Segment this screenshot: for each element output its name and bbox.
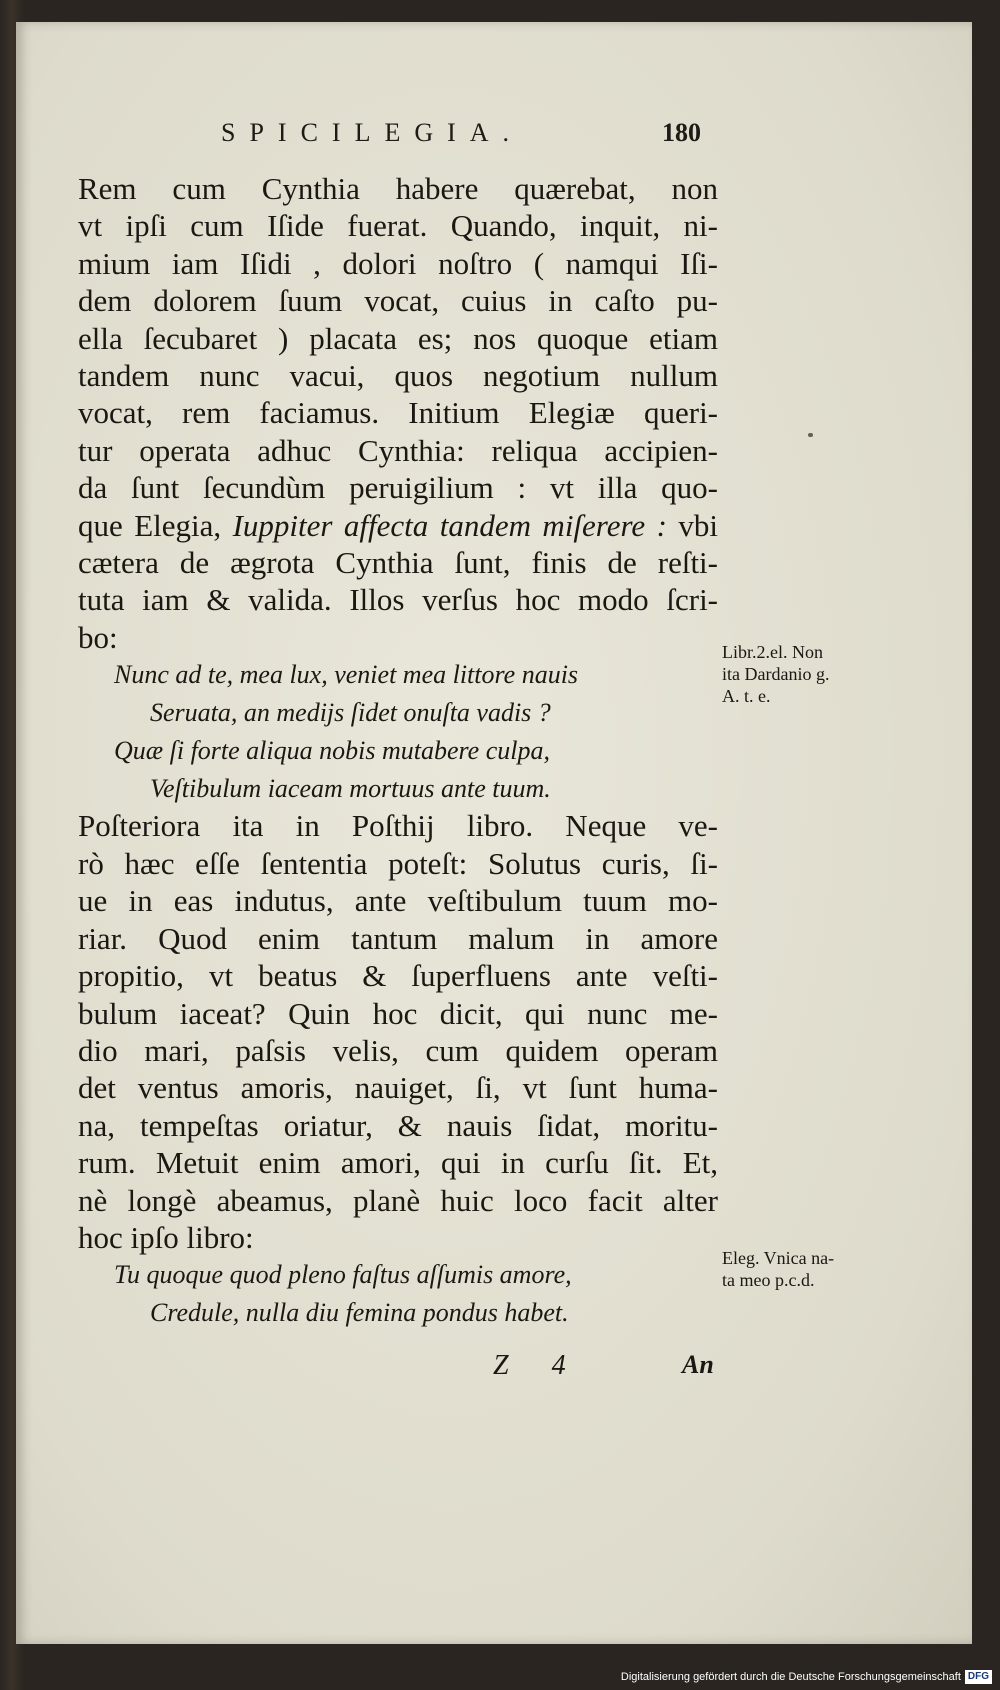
text-line: tandem nunc vacui, quos negotium nullum — [78, 358, 718, 394]
credit-text: Digitalisierung gefördert durch die Deutsche Forschungsgemeinschaft — [620, 1671, 961, 1683]
text-line: dio mari, paſsis velis, cum quidem operam — [78, 1032, 718, 1068]
verse-line: Nunc ad te, mea lux, veniet mea littore nauis — [114, 660, 579, 690]
text-line: mium iam Iſidi , dolori noſtro ( namqui Iſi- — [78, 245, 718, 281]
digitization-credit — [621, 1668, 992, 1686]
inline-quote: Iuppiter affecta tandem miſerere : — [232, 507, 667, 543]
text-line: tuta iam & valida. Illos verſus hoc modo ſcri- — [78, 582, 718, 618]
margin-note-line: A. t. e. — [722, 686, 771, 706]
running-head-title: SPICILEGIA. — [221, 118, 524, 147]
page-number: 180 — [662, 118, 701, 147]
text-line: da ſunt ſecundùm peruigilium : vt illa quo- — [78, 470, 718, 506]
verse-line: Tu quoque quod pleno faſtus aſſumis amore, — [114, 1260, 572, 1290]
text-line: det ventus amoris, nauiget, ſi, vt ſunt huma- — [78, 1070, 718, 1106]
text-line: ella ſecubaret ) placata es; nos quoque etiam — [78, 320, 718, 356]
catchword: An — [682, 1350, 714, 1379]
dfg-logo: DFG — [965, 1670, 992, 1684]
line-prefix: que Elegia, — [78, 507, 233, 543]
text-line-with-quote — [78, 507, 718, 544]
page-footer-marks — [16, 1350, 972, 1390]
paper-speck — [808, 433, 813, 437]
text-line: dem dolorem ſuum vocat, cuius in caſto pu- — [78, 283, 718, 319]
text-line: bo: — [78, 619, 118, 655]
verse-line: Veſtibulum iaceam mortuus ante tuum. — [150, 773, 551, 803]
signature-mark: Z 4 — [493, 1350, 584, 1381]
text-line: tur operata adhuc Cynthia: reliqua accipien- — [78, 432, 718, 468]
text-line: rum. Metuit enim amori, qui in curſu ſit. Et, — [78, 1145, 718, 1181]
text-line: Rem cum Cynthia habere quærebat, non — [78, 171, 718, 206]
text-line: hoc ipſo libro: — [78, 1219, 254, 1255]
verse-line: Quæ ſi forte aliqua nobis mutabere culpa, — [114, 735, 550, 765]
text-line: nè longè abeamus, planè huic loco facit alter — [78, 1182, 718, 1218]
text-line: Poſteriora ita in Poſthij libro. Neque ve- — [78, 808, 718, 844]
verse-line: Credule, nulla diu femina pondus habet. — [150, 1298, 569, 1328]
verse-line: Seruata, an medijs ſidet onuſta vadis ? — [150, 698, 551, 728]
margin-note-line: ta meo p.c.d. — [722, 1270, 815, 1290]
margin-note-line: ita Dardanio g. — [722, 664, 830, 684]
text-line: ue in eas indutus, ante veſtibulum tuum mo- — [78, 883, 718, 919]
margin-note-line: Libr.2.el. Non — [722, 642, 823, 662]
line-suffix: vbi — [666, 507, 718, 543]
text-line: cætera de ægrota Cynthia ſunt, finis de reſti- — [78, 545, 718, 581]
text-line: propitio, vt beatus & ſuperfluens ante veſti- — [78, 958, 718, 994]
book-page — [16, 22, 972, 1644]
text-line: rò hæc eſſe ſententia poteſt: Solutus curis, ſi- — [78, 845, 718, 881]
text-line: bulum iaceat? Quin hoc dicit, qui nunc me- — [78, 995, 718, 1031]
main-text — [78, 170, 718, 1332]
text-line: riar. Quod enim tantum malum in amore — [78, 920, 718, 956]
margin-note — [722, 641, 829, 707]
text-line: vt ipſi cum Iſide fuerat. Quando, inquit, ni- — [78, 208, 718, 244]
text-line: na, tempeſtas oriatur, & nauis ſidat, moritu- — [78, 1107, 718, 1143]
margin-note — [722, 1247, 834, 1291]
text-line: vocat, rem faciamus. Initium Elegiæ queri- — [78, 395, 718, 431]
margin-note-line: Eleg. Vnica na- — [722, 1248, 835, 1268]
